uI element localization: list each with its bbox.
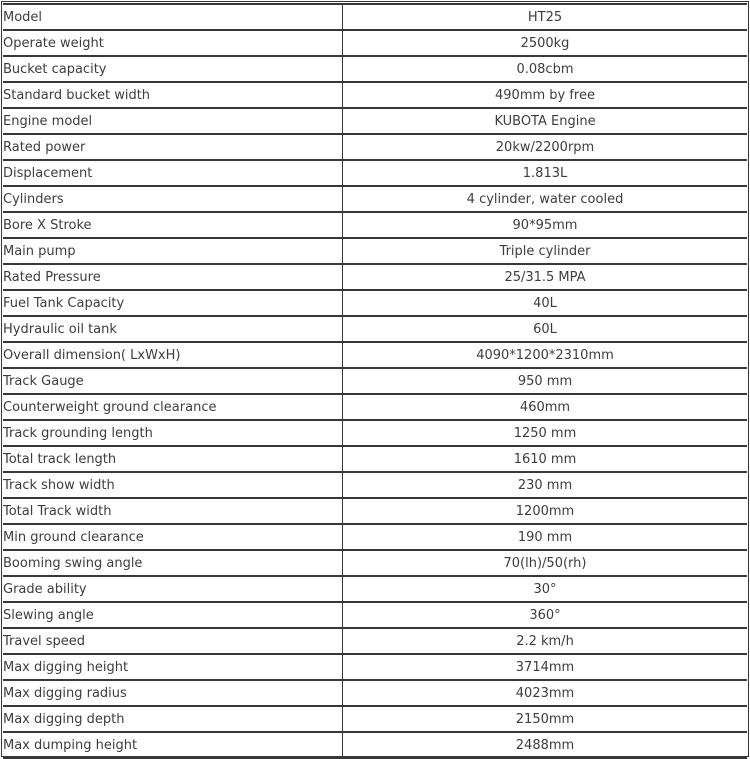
- spec-label: Engine model: [3, 108, 343, 134]
- spec-row: [3, 680, 747, 706]
- spec-value: 2488mm: [343, 732, 748, 758]
- spec-row: [3, 134, 747, 160]
- spec-value: 90*95mm: [343, 212, 748, 238]
- spec-row: [3, 446, 747, 472]
- spec-row: [3, 186, 747, 212]
- spec-row: [3, 524, 747, 550]
- spec-label: Grade ability: [3, 576, 343, 602]
- spec-label: Track grounding length: [3, 420, 343, 446]
- spec-value: 4090*1200*2310mm: [343, 342, 748, 368]
- spec-label: Cylinders: [3, 186, 343, 212]
- spec-label: Counterweight ground clearance: [3, 394, 343, 420]
- spec-value: 0.08cbm: [343, 56, 748, 82]
- spec-value: 1.813L: [343, 160, 748, 186]
- spec-value: 1200mm: [343, 498, 748, 524]
- spec-value: 460mm: [343, 394, 748, 420]
- spec-label: Main pump: [3, 238, 343, 264]
- spec-value: 2.2 km/h: [343, 628, 748, 654]
- spec-row: [3, 498, 747, 524]
- spec-label: Max digging height: [3, 654, 343, 680]
- spec-row: [3, 342, 747, 368]
- spec-value: 60L: [343, 316, 748, 342]
- spec-label: Rated Pressure: [3, 264, 343, 290]
- spec-label: Rated power: [3, 134, 343, 160]
- spec-label: Max dumping height: [3, 732, 343, 758]
- spec-row: [3, 628, 747, 654]
- specification-table: [3, 3, 747, 759]
- spec-label: Bore X Stroke: [3, 212, 343, 238]
- spec-label: Total Track width: [3, 498, 343, 524]
- spec-value: 25/31.5 MPA: [343, 264, 748, 290]
- spec-label: Bucket capacity: [3, 56, 343, 82]
- spec-value: 2500kg: [343, 30, 748, 56]
- spec-label: Hydraulic oil tank: [3, 316, 343, 342]
- spec-row: [3, 30, 747, 56]
- spec-value: 20kw/2200rpm: [343, 134, 748, 160]
- spec-label: Model: [3, 4, 343, 30]
- spec-label: Fuel Tank Capacity: [3, 290, 343, 316]
- spec-label: Operate weight: [3, 30, 343, 56]
- spec-label: Overall dimension( LxWxH): [3, 342, 343, 368]
- spec-label: Total track length: [3, 446, 343, 472]
- spec-label: Track Gauge: [3, 368, 343, 394]
- spec-value: 70(lh)/50(rh): [343, 550, 748, 576]
- spec-row: [3, 394, 747, 420]
- spec-value: 3714mm: [343, 654, 748, 680]
- spec-value: 360°: [343, 602, 748, 628]
- spec-row: [3, 212, 747, 238]
- spec-row: [3, 264, 747, 290]
- spec-value: 490mm by free: [343, 82, 748, 108]
- spec-row: [3, 316, 747, 342]
- spec-label: Max digging radius: [3, 680, 343, 706]
- spec-row: [3, 56, 747, 82]
- spec-value: 230 mm: [343, 472, 748, 498]
- spec-value: 1610 mm: [343, 446, 748, 472]
- spec-label: Displacement: [3, 160, 343, 186]
- spec-row: [3, 82, 747, 108]
- spec-row: [3, 550, 747, 576]
- spec-value: 40L: [343, 290, 748, 316]
- spec-label: Travel speed: [3, 628, 343, 654]
- spec-label: Slewing angle: [3, 602, 343, 628]
- spec-row: [3, 654, 747, 680]
- spec-row: [3, 732, 747, 758]
- spec-row: [3, 602, 747, 628]
- spec-value: 4 cylinder, water cooled: [343, 186, 748, 212]
- spec-row: [3, 420, 747, 446]
- spec-label: Track show width: [3, 472, 343, 498]
- spec-value: 30°: [343, 576, 748, 602]
- spec-row: [3, 706, 747, 732]
- spec-value: 1250 mm: [343, 420, 748, 446]
- spec-value: KUBOTA Engine: [343, 108, 748, 134]
- spec-row: [3, 108, 747, 134]
- spec-table-frame: [1, 1, 749, 757]
- spec-label: Booming swing angle: [3, 550, 343, 576]
- spec-row: [3, 160, 747, 186]
- spec-value: HT25: [343, 4, 748, 30]
- spec-label: Max digging depth: [3, 706, 343, 732]
- spec-value: 2150mm: [343, 706, 748, 732]
- spec-row: [3, 290, 747, 316]
- spec-row: [3, 472, 747, 498]
- spec-value: Triple cylinder: [343, 238, 748, 264]
- spec-value: 190 mm: [343, 524, 748, 550]
- spec-value: 4023mm: [343, 680, 748, 706]
- spec-value: 950 mm: [343, 368, 748, 394]
- spec-row: [3, 238, 747, 264]
- spec-row: [3, 576, 747, 602]
- spec-label: Min ground clearance: [3, 524, 343, 550]
- spec-row: [3, 4, 747, 30]
- spec-label: Standard bucket width: [3, 82, 343, 108]
- spec-row: [3, 368, 747, 394]
- specification-table-body: [3, 4, 747, 758]
